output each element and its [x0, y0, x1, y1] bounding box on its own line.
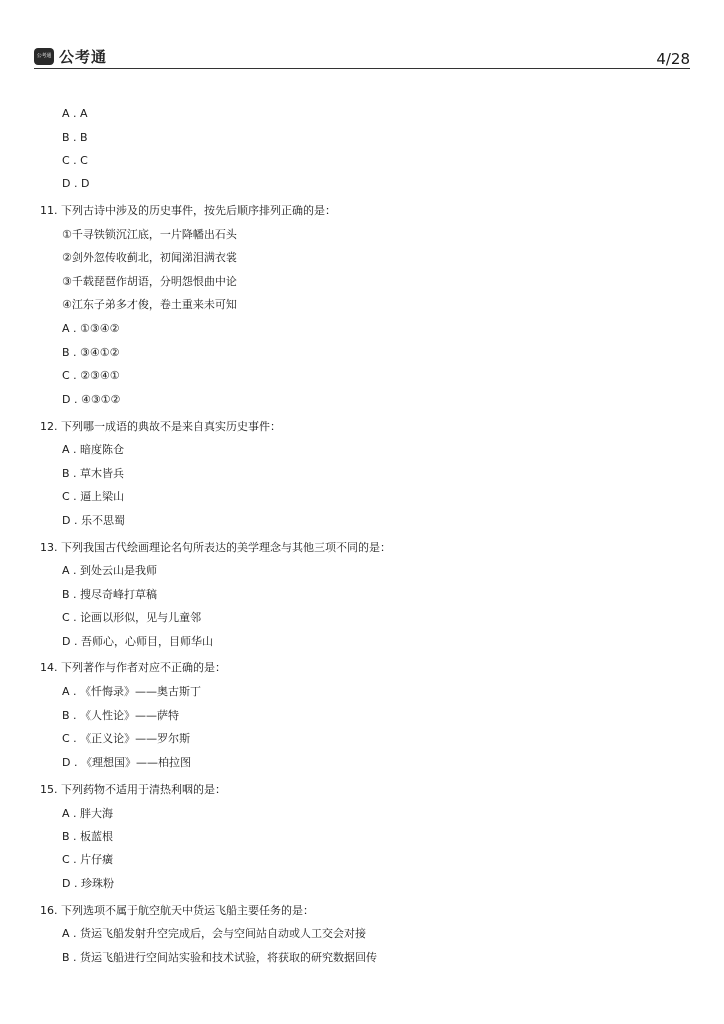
- option-line: B . 《人性论》——萨特: [62, 709, 180, 722]
- question-stem: 12. 下列哪一成语的典故不是来自真实历史事件：: [40, 420, 281, 433]
- option-line: A . 胖大海: [62, 807, 114, 820]
- option-line: C . 逼上梁山: [62, 490, 125, 503]
- option-line: A . 到处云山是我师: [62, 564, 158, 577]
- option-line: A . 货运飞船发射升空完成后，会与空间站自动或人工交会对接: [62, 927, 367, 940]
- logo-text: 公考通: [59, 48, 108, 66]
- option-line: A . ①③④②: [62, 322, 120, 335]
- question-stem: 16. 下列选项不属于航空航天中货运飞船主要任务的是：: [40, 904, 314, 917]
- option-line: A . 《忏悔录》——奥古斯丁: [62, 685, 202, 698]
- option-line: ②剑外忽传收蓟北，初闻涕泪满衣裳: [62, 251, 237, 264]
- option-line: B . B: [62, 131, 88, 144]
- question-stem: 11. 下列古诗中涉及的历史事件，按先后顺序排列正确的是：: [40, 204, 336, 217]
- option-line: B . 草木皆兵: [62, 467, 125, 480]
- question-stem: 13. 下列我国古代绘画理论名句所表达的美学理念与其他三项不同的是：: [40, 541, 391, 554]
- logo-badge-icon: 公考通: [34, 48, 54, 65]
- option-line: C . C: [62, 154, 88, 167]
- option-line: ③千载琵琶作胡语，分明怨恨曲中论: [62, 275, 237, 288]
- option-line: B . 板蓝根: [62, 830, 114, 843]
- question-stem: 14. 下列著作与作者对应不正确的是：: [40, 661, 226, 674]
- question-stem: 15. 下列药物不适用于清热利咽的是：: [40, 783, 226, 796]
- option-line: ④江东子弟多才俊，卷土重来未可知: [62, 298, 237, 311]
- option-line: A . A: [62, 107, 88, 120]
- option-line: C . 《正义论》——罗尔斯: [62, 732, 191, 745]
- option-line: B . ③④①②: [62, 346, 120, 359]
- option-line: C . 论画以形似，见与儿童邻: [62, 611, 202, 624]
- option-line: D . 吾师心，心师目，目师华山: [62, 635, 213, 648]
- option-line: D . 《理想国》——柏拉图: [62, 756, 191, 769]
- option-line: D . 珍珠粉: [62, 877, 114, 890]
- option-line: A . 暗度陈仓: [62, 443, 125, 456]
- option-line: B . 搜尽奇峰打草稿: [62, 588, 158, 601]
- option-line: B . 货运飞船进行空间站实验和技术试验，将获取的研究数据回传: [62, 951, 378, 964]
- option-line: C . 片仔癀: [62, 853, 114, 866]
- option-line: ①千寻铁锁沉江底，一片降幡出石头: [62, 228, 237, 241]
- page-number: 4/28: [656, 50, 690, 68]
- option-line: D . 乐不思蜀: [62, 514, 125, 527]
- option-line: D . D: [62, 177, 90, 190]
- option-line: C . ②③④①: [62, 369, 120, 382]
- option-line: D . ④③①②: [62, 393, 121, 406]
